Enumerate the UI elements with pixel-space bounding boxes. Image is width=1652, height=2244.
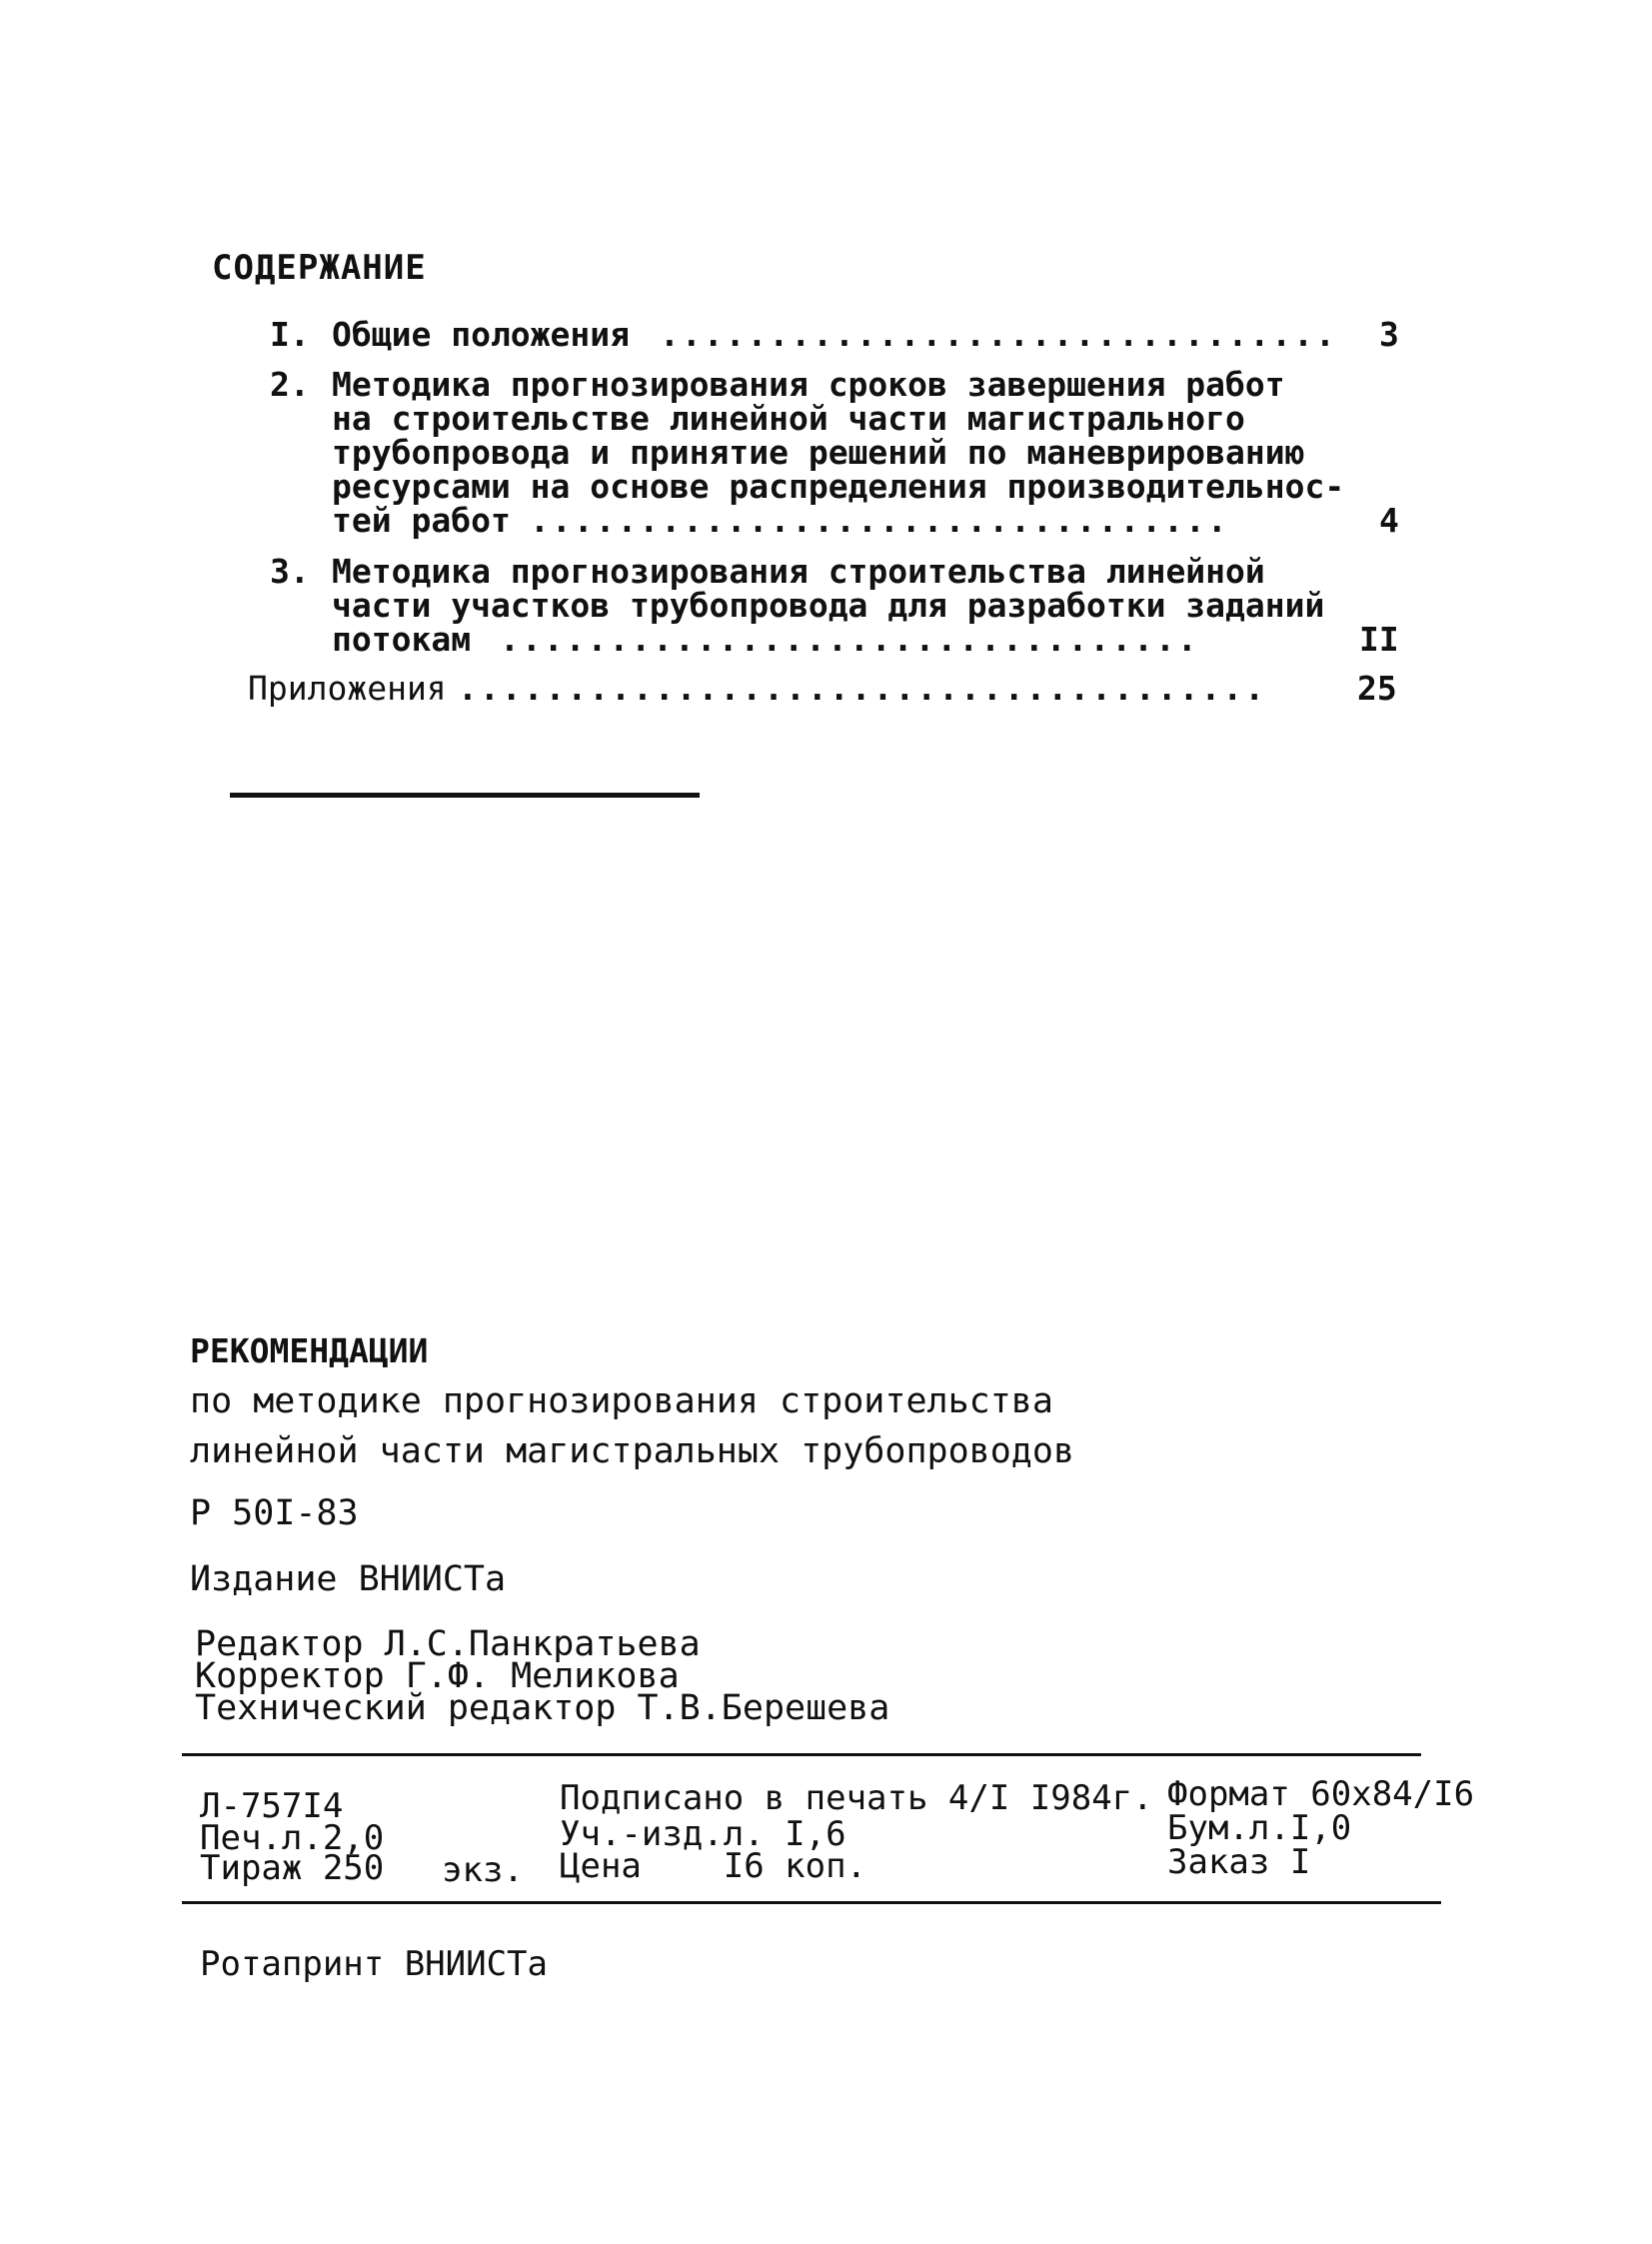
toc-page-number: 4 <box>1379 501 1399 540</box>
toc-item-text: Приложения <box>248 669 447 708</box>
license-number: Л-757I4 <box>200 1786 344 1826</box>
toc-leader-dots: ............................... <box>660 315 1337 354</box>
toc-item-text: Методика прогнозирования строительства линейной <box>332 552 1265 591</box>
tech-editor-credit: Технический редактор Т.В.Берешева <box>195 1688 890 1728</box>
toc-leader-dots: ................................ <box>500 620 1199 659</box>
toc-item-text: Методика прогнозирования сроков завершения работ <box>332 365 1285 404</box>
copies-unit: экз. <box>442 1850 524 1890</box>
imprint-top-rule <box>182 1753 1421 1756</box>
signed-date: Подписано в печать 4/I I984г. <box>560 1778 1153 1818</box>
toc-item-text: Общие положения <box>332 315 631 354</box>
toc-item-text: потокам <box>332 620 472 659</box>
toc-item-number: 3. <box>270 552 310 591</box>
imprint-bottom-rule <box>182 1901 1441 1904</box>
toc-title: СОДЕРЖАНИЕ <box>212 248 427 288</box>
divider <box>230 793 700 798</box>
toc-leader-dots: ..................................... <box>458 669 1267 708</box>
publishing-sheets: Уч.-изд.л. I,6 <box>560 1814 846 1854</box>
toc-item-1 <box>270 315 1409 358</box>
circulation: Тираж 250 <box>200 1848 385 1888</box>
toc-item-2 <box>270 365 1409 548</box>
toc-item-3 <box>270 552 1409 665</box>
format: Формат 60х84/I6 <box>1167 1774 1475 1814</box>
print-sheets: Печ.л.2,0 <box>200 1818 385 1858</box>
publication-edition: Издание ВНИИСТа <box>190 1559 507 1599</box>
toc-appendix <box>248 669 1409 712</box>
toc-item-number: I. <box>270 315 310 354</box>
order-number: Заказ I <box>1167 1842 1311 1882</box>
editor-credit: Редактор Л.С.Панкратьева <box>195 1624 701 1664</box>
price: Цена I6 коп. <box>560 1846 867 1886</box>
toc-page-number: 3 <box>1379 315 1399 354</box>
printer: Ротапринт ВНИИСТа <box>200 1944 548 1984</box>
toc-item-text: ресурсами на основе распределения производительнос- <box>332 467 1345 506</box>
publication-subtitle: линейной части магистральных трубопроводов <box>190 1431 1075 1471</box>
publication-subtitle: по методике прогнозирования строительства <box>190 1381 1053 1421</box>
toc-page-number: II <box>1359 620 1399 659</box>
publication-code: Р 50I-83 <box>190 1493 359 1533</box>
corrector-credit: Корректор Г.Ф. Меликова <box>195 1656 680 1696</box>
toc-item-text: трубопровода и принятие решений по маневрированию <box>332 433 1305 472</box>
paper-sheets: Бум.л.I,0 <box>1167 1808 1352 1848</box>
toc-item-text: части участков трубопровода для разработки заданий <box>332 586 1325 625</box>
toc-item-text: на строительстве линейной части магистрального <box>332 399 1245 438</box>
toc-page-number: 25 <box>1357 669 1397 708</box>
toc-item-number: 2. <box>270 365 310 404</box>
publication-heading: РЕКОМЕНДАЦИИ <box>190 1331 429 1370</box>
toc-item-text: тей работ <box>332 501 511 540</box>
toc-leader-dots: ................................ <box>530 501 1229 540</box>
